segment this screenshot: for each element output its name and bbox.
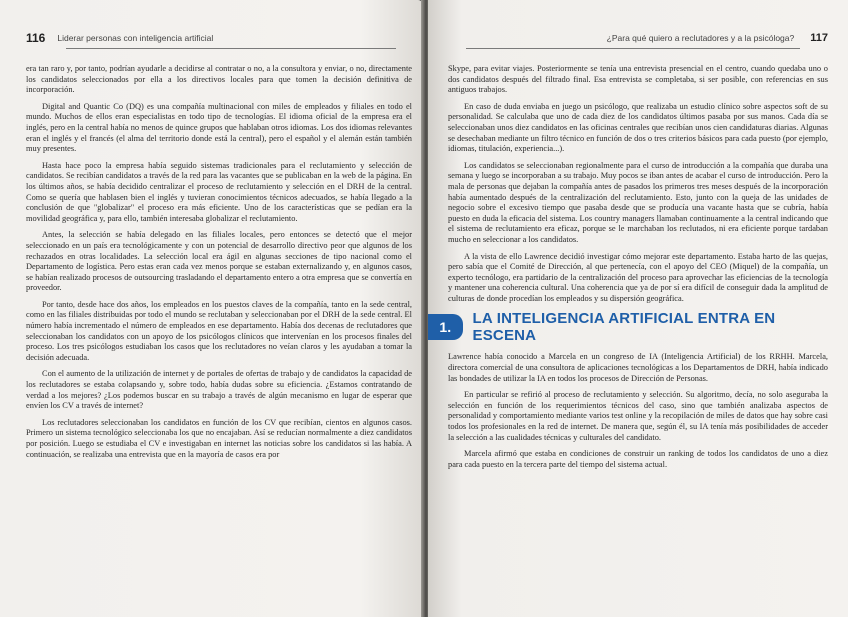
left-body — [26, 64, 412, 460]
left-page-number: 116 — [26, 31, 46, 45]
right-paragraph: En caso de duda enviaba en juego un psicólogo, que realizaba un estudio clínico sobre aspectos soft de su personalidad. Se calculaba que uno de cada diez de los candidatos últimos pasaba por sus manos. Cada día se seleccionaban unos diez candidatos en las oficinas centrales que recibían unos cien candidaturas diarias. Algunas se desechaban mediante un filtro técnico en función de dos o tres criterios básicos para cada puesto (por ejemplo, idiomas, titulación, experiencia...). — [448, 101, 828, 154]
right-paragraph: En particular se refirió al proceso de reclutamiento y selección. Su algoritmo, decía, no solo aseguraba la selección en función de los requerimientos técnicos del caso, sino que también analizaba aspectos de personalidad y comportamiento mediante varios test online y la recopilación de miles de datos que hay sobre casi todos los profesionales en la red de internet. De manera que, según él, su IA tenía más posibilidades de acceder la selección a las cualidades técnicas y culturales del candidato. — [448, 390, 828, 442]
right-paragraph: Los candidatos se seleccionaban regionalmente para el curso de introducción a la compañía que duraba una semana y luego se incorporaban a su trabajo. Muy pocos se iban antes de acabar el curso de introducción. Pero la mala de personas que dejaban la compañía antes de pasados los primeros tres meses después de la incorporación había aumentado después de la centralización del reclutamiento. Esto, junto con la queja de las unidades de negocio sobre el excesivo tiempo que pasaba desde que se producía una vacante hasta que se cubría, había puesto en duda la eficacia del sistema. Los country managers llamaban continuamente a la central indicando que el sistema de reclutamiento era eficaz, porque se le marchaban los reclutados, ni era eficiente porque tardaban mucho en seleccionar a los candidatos. — [448, 160, 828, 244]
right-running-header — [448, 30, 828, 46]
left-header-rule — [66, 48, 396, 49]
left-paragraph: Antes, la selección se había delegado en las filiales locales, pero entonces se detectó que el mejor seleccionado en un país era tecnológicamente y con un potencial de desarrollo directivo peor que algunos de los rechazados en otras localidades. La selección local era ágil en algunas secciones de tipo nacional como el Departamento de logística. Pero estas eran cada vez menos porque se estaban externalizando y, en algunos casos, se habían realizado procesos de outsourcing trasladando el departamento entero a otra empresa que se convertía en proveedor. — [26, 230, 412, 293]
left-paragraph: Con el aumento de la utilización de internet y de portales de ofertas de trabajo y de candidatos la capacidad de los reclutadores se estaba colapsando y, sobre todo, había dudas sobre su eficiencia. ¿Estamos contratando de verdad a los mejores? ¿Los podemos buscar en su trabajo a través de algún mecanismo en lugar de esperar que envíen los CV a través de internet? — [26, 369, 412, 411]
left-running-head: Liderar personas con inteligencia artificial — [57, 33, 214, 43]
right-page — [428, 0, 848, 617]
left-paragraph: Los reclutadores seleccionaban los candidatos en función de los CV que recibían, cientos en algunos casos. Primero un sistema tecnológico seleccionaba los que no encajaban. Así se reducían normalmente a diez candidatos por posición. Luego se estudiaba el CV e investigaban en internet las noticias sobre los candidatos si las había. A continuación, se realizaba una entrevista que en la mayoría de casos era por — [26, 417, 412, 459]
section-heading — [428, 310, 828, 345]
left-paragraph: Hasta hace poco la empresa había seguido sistemas tradicionales para el reclutamiento y selección de candidatos. Se recibían candidatos a través de la red para las vacantes que se publicaban en la web de la página. En los últimos años, se había decidido centralizar el proceso de reclutamiento y selección en el DRH de la central. Como se quería que hablasen bien el inglés y tuvieran conocimientos técnicos adecuados, se había llegado a la conclusión de que "globalizar" el proceso era más eficiente. Uno de los características que se pedían era la movilidad geográfica y, para ello, también interesaba globalizar el reclutamiento. — [26, 160, 412, 223]
right-paragraph: Lawrence había conocido a Marcela en un congreso de IA (Inteligencia Artificial) de los RRHH. Marcela, directora comercial de una consultora de aplicaciones tecnológicas a los Departamentos de DRH, había indicado las bondades de utilizar la IA en todos los procesos de Dirección de Personas. — [448, 352, 828, 383]
left-running-header — [26, 30, 412, 46]
right-body — [439, 64, 828, 470]
right-paragraph: A la vista de ello Lawrence decidió investigar cómo mejorar este departamento. Estaba harto de las quejas, pero sabía que el Comité de Dirección, al que pertenecía, con el apoyo del CEO (Miquel) de la compañía, un experto tecnólogo, era partidario de la centralización del proceso para aprovechar las eficiencias de la tecnología y mantener una coherencia cultural. Una coherencia que ya de por sí era difícil de conseguir dada la amplitud de culturas de donde procedían los empleados y su dispersión geográfica. — [448, 251, 828, 303]
left-paragraph: era tan raro y, por tanto, podrían ayudarle a decidirse al contratar o no, a la consultora y enviar, o no, directamente los candidatos seleccionados por ella a los directivos locales para que tomen la decisión definitiva de incorporación. — [26, 64, 412, 95]
left-paragraph: Digital and Quantic Co (DQ) es una compañía multinacional con miles de empleados y filiales en todo el mundo. Muchos de ellos eran especialistas en todo tipo de tecnologías. El idioma oficial de la empresa era el inglés, pero en la central había no menos de quince grupos que hablaban otros idiomas. Los dos idiomas relevantes eran el inglés y el francés (el alma del territorio donde está la central), pero el español y el alemán están también muy presentes. — [26, 101, 412, 154]
right-page-number: 117 — [810, 32, 828, 44]
right-paragraph: Skype, para evitar viajes. Posteriormente se tenía una entrevista presencial en el centro, cuando quedaba uno o dos candidatos después del filtrado final. Esa entrevista se completaba, si ser posible, con referencias en sus antiguos trabajos. — [448, 64, 828, 95]
right-header-rule — [466, 48, 800, 49]
section-title: LA INTELIGENCIA ARTIFICIAL ENTRA EN ESCENA — [472, 310, 776, 345]
left-paragraph: Por tanto, desde hace dos años, los empleados en los puestos claves de la compañía, tanto en la sede central, como en las filiales distribuidas por todo el mundo se reclutaban y seleccionaban por el DRH de la sede central. El número había incrementado el número de empleados en ese departamento. Había dos decenas de reclutadores que seleccionaban los candidatos con un apoyo de los psicólogos clínicos que intervenían en los procesos finales del proceso. Los tres psicólogos estudiaban los casos que los reclutadores no veían claros y les ayudaban a tomar la decisión adecuada. — [26, 299, 412, 362]
section-number: 1. — [428, 314, 463, 340]
right-paragraph: Marcela afirmó que estaba en condiciones de construir un ranking de todos los candidatos de uno a diez para cada puesto en la tercera parte del tiempo del sistema actual. — [448, 449, 828, 469]
right-running-head: ¿Para qué quiero a reclutadores y a la psicóloga? — [606, 33, 795, 43]
